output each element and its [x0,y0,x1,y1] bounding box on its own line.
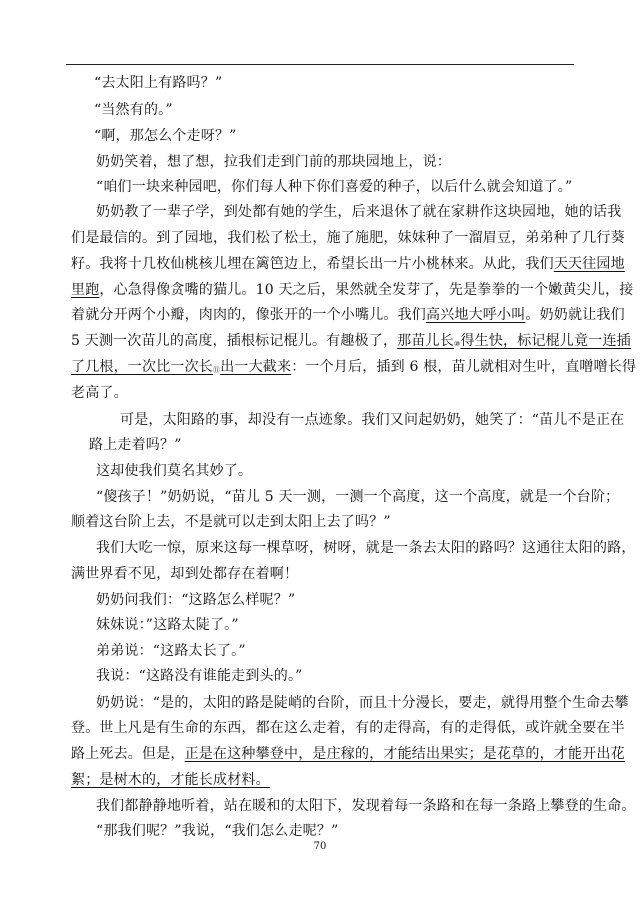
text-line: 路上走着吗？” [89,437,182,453]
text-run: 。奶奶就让我们 [525,307,625,323]
text-line [71,255,625,273]
text-run: 5 天测一次苗儿的高度，插根标记棍儿。有趣极了， [71,333,398,349]
text-line: 我们大吃一惊，原来这每一棵草呀，树呀，就是一条去太阳的路吗？这通往太阳的路， [96,540,636,556]
underlined-phrase: 天天往园地 [553,256,625,272]
text-line: 可是，太阳路的事，却没有一点迹象。我们又问起奶奶，她笑了：“苗儿不是正在 [120,412,625,428]
text-line: 满世界看不见，却到处都存在着啊！ [71,566,299,582]
text-line [71,281,633,299]
underlined-phrase: 正是在这种攀登中，是庄稼的，才能结出果实；是花草的，才能开出花 [184,746,625,762]
text-line: 我说：“这路没有谁能走到头的。” [96,668,303,684]
underlined-phrase: 那苗儿长 [397,333,454,349]
text-line: “咱们一块来种园吧，你们每人种下你们喜爱的种子，以后什么就会知道了。” [96,179,573,195]
underlined-phrase: 出一大截来 [220,359,292,375]
annotation-marker: ⑩ [453,340,461,348]
text-line [71,332,631,353]
text-line: 我们都静静地听着，站在暖和的太阳下，发现着每一条路和在每一条路上攀登的生命。 [96,798,636,814]
text-line: 弟弟说：“这路太长了。” [96,643,246,659]
text-line: 顺着这台阶上去，不是就可以走到太阳上去了吗？” [71,514,391,530]
text-line [71,771,270,789]
text-line: 奶奶笑着，想了想，拉我们走到门前的那块园地上，说： [96,154,451,170]
header-rule [66,64,574,65]
text-line: 老高了。 [71,385,128,401]
text-run: ：一个月后，插到 6 根，苗儿就相对生叶，直噌噌长得 [291,359,637,375]
underlined-phrase: 里跑 [71,282,100,298]
underlined-phrase: 了几根，一次比一次长 [71,359,213,375]
text-line [71,745,625,763]
text-line: “那我们呢？”我说，“我们怎么走呢？” [96,823,339,839]
text-run: 路上死去。但是， [71,746,185,762]
text-line: “当然有的。” [94,102,173,118]
underlined-phrase: 得生快，标记棍儿竟一连插 [460,333,631,349]
text-line: “傻孩子！”奶奶说，“苗儿 5 天一测，一测一个高度，这一个高度，就是一个台阶； [96,489,620,505]
text-line [71,306,625,324]
text-line: 奶奶问我们：“这路怎么样呢？” [96,592,296,608]
text-line: 奶奶说：“是的，太阳的路是陡峭的台阶，而且十分漫长，要走，就得用整个生命去攀 [96,695,629,711]
text-run: ，心急得像贪嘴的猫儿。10 天之后，果然就全发芽了，先是拳拳的一个嫩黄尖儿，接 [99,282,634,298]
annotation-marker: ⑪ [213,366,221,374]
text-line: 妹妹说：”这路太陡了。” [96,617,239,633]
page-number: 70 [313,841,327,852]
text-run: 着就分开两个小瓣，肉肉的，像张开的一个小嘴儿。我们 [71,307,426,323]
underlined-phrase: 絮；是树木的，才能长成材料。 [71,772,270,788]
text-line: 登。世上凡是有生命的东西，都在这么走着，有的走得高，有的走得低，或许就全要在半 [71,720,625,736]
text-line: “啊，那怎么个走呀？” [94,128,237,144]
text-line: “去太阳上有路吗？” [94,75,223,91]
text-run: 籽。我将十几枚仙桃核儿埋在篱笆边上，希望长出一片小桃林来。从此，我们 [71,256,554,272]
underlined-phrase: 高兴地大呼小叫 [426,307,526,323]
text-line: 奶奶教了一辈子学，到处都有她的学生，后来退休了就在家耕作这块园地，她的话我 [96,204,622,220]
text-line [71,358,636,379]
text-line: 们是最信的。到了园地，我们松了松土，施了施肥，妹妹种了一溜眉豆，弟弟种了几行葵 [71,230,625,246]
text-line: 这却使我们莫名其妙了。 [96,463,253,479]
